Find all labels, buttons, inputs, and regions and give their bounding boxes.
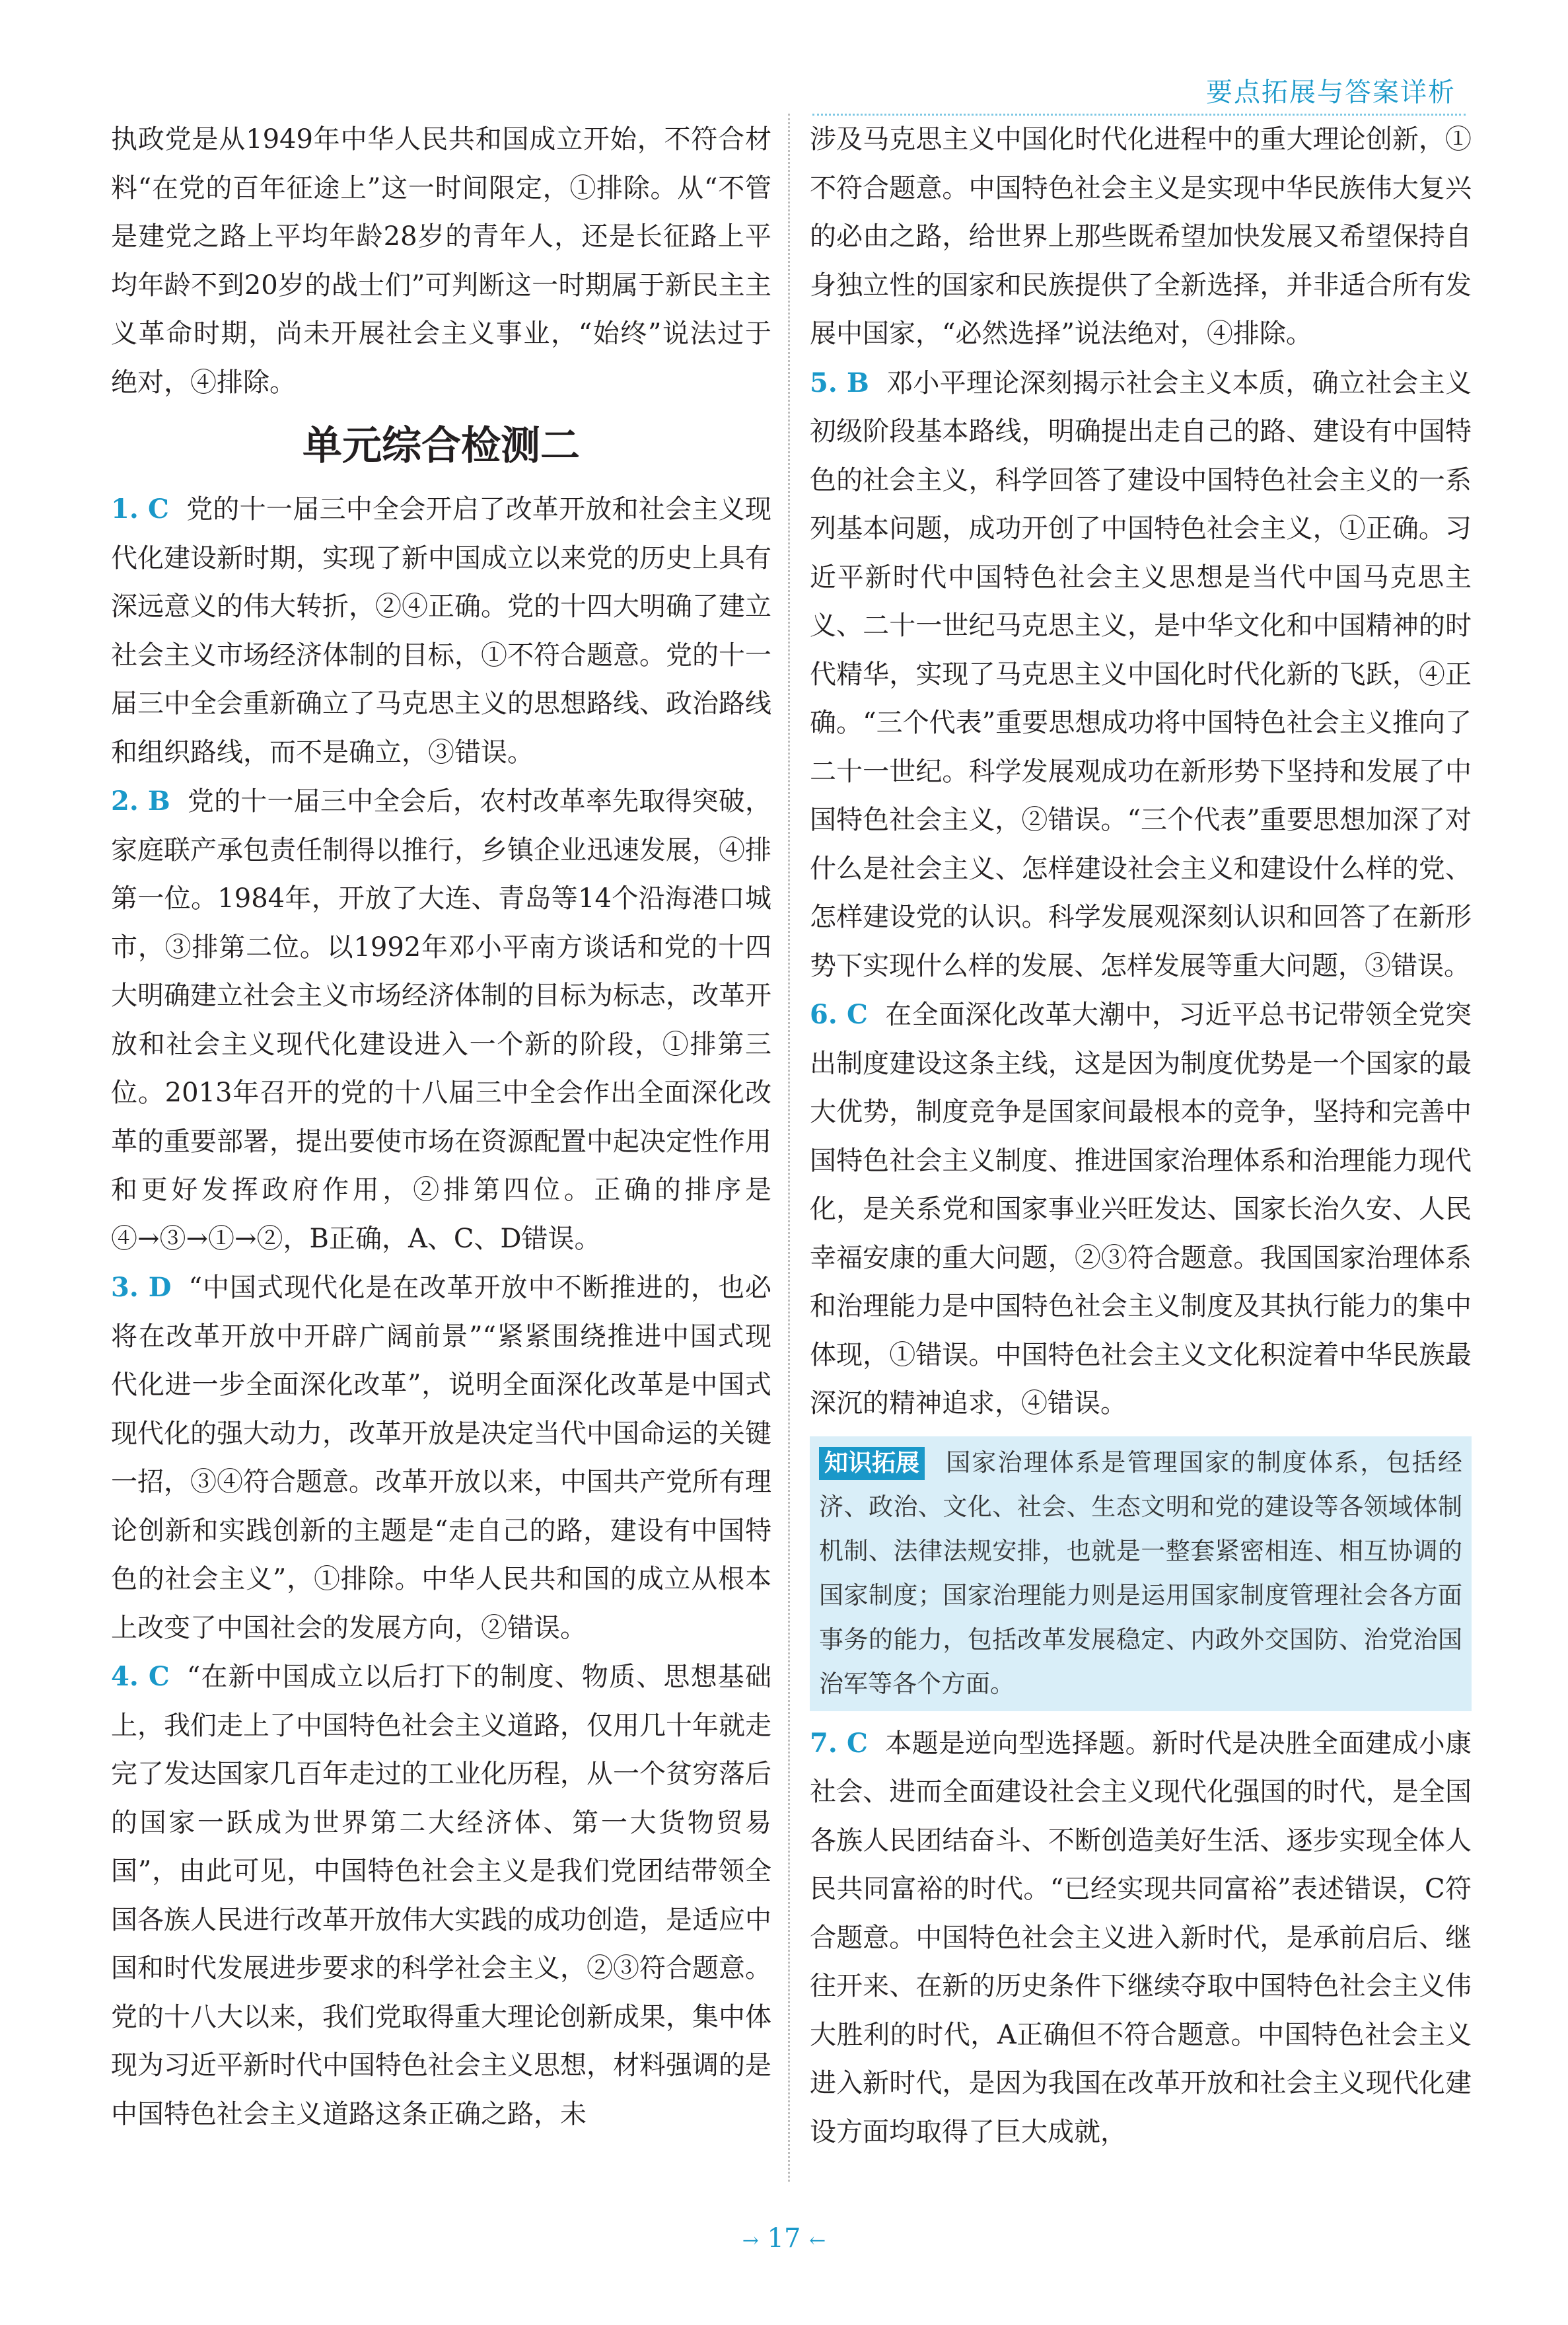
- continuation-paragraph: 涉及马克思主义中国化时代化进程中的重大理论创新，①不符合题意。中国特色社会主义是实现中华民族伟大复兴的必由之路，给世界上那些既希望加快发展又希望保持自身独立性的国家和民族提供了全新选择，并非适合所有发展中国家，“必然选择”说法绝对，④排除。: [810, 124, 1472, 349]
- answer-label: 2. B: [111, 786, 170, 817]
- answer-text: 党的十一届三中全会开启了改革开放和社会主义现代化建设新时期，实现了新中国成立以来党的历史上具有深远意义的伟大转折，②④正确。党的十四大明确了建立社会主义市场经济体制的目标，①不符合题意。党的十一届三中全会重新确立了马克思主义的思想路线、政治路线和组织路线，而不是确立，③错误。: [111, 494, 771, 768]
- answer-text: 党的十一届三中全会后，农村改革率先取得突破，家庭联产承包责任制得以推行，乡镇企业迅速发展，④排第一位。1984年，开放了大连、青岛等14个沿海港口城市，③排第二位。以1992年邓小平南方谈话和党的十四大明确建立社会主义市场经济体制的目标为标志，改革开放和社会主义现代化建设进入一个新的阶段，①排第三位。2013年召开的党的十八届三中全会作出全面深化改革的重要部署，提出要使市场在资源配置中起决定性作用和更好发挥政府作用，②排第四位。正确的排序是④→③→①→②，B正确，A、C、D错误。: [111, 786, 772, 1254]
- answer-text: “中国式现代化是在改革开放中不断推进的，也必将在改革开放中开辟广阔前景”“紧紧围绕推进中国式现代化进一步全面深化改革”，说明全面深化改革是中国式现代化的强大动力，改革开放是决定当代中国命运的关键一招，③④符合题意。改革开放以来，中国共产党所有理论创新和实践创新的主题是“走自己的路，建设有中国特色的社会主义”，①排除。中华人民共和国的成立从根本上改变了中国社会的发展方向，②错误。: [111, 1273, 772, 1643]
- answer-item: [111, 1652, 771, 2139]
- answer-label: 6. C: [810, 999, 868, 1030]
- answer-label: 1. C: [111, 494, 169, 525]
- footer-arrow-right: ←: [809, 2229, 826, 2252]
- answer-item: [111, 1263, 771, 1652]
- answer-item: [810, 359, 1472, 991]
- answer-label: 7. C: [810, 1727, 868, 1759]
- answer-item: [111, 777, 771, 1263]
- knowledge-tag: 知识拓展: [819, 1447, 925, 1480]
- left-column: [111, 116, 771, 2139]
- page-footer: [0, 2223, 1568, 2254]
- answer-item: [111, 485, 771, 777]
- running-header: 要点拓展与答案详析: [1206, 77, 1456, 108]
- intro-paragraph: 执政党是从1949年中华人民共和国成立开始，不符合材料“在党的百年征途上”这一时间限定，①排除。从“不管是建党之路上平均年龄28岁的青年人，还是长征路上平均年龄不到20岁的战士们”可判断这一时期属于新民主主义革命时期，尚未开展社会主义事业，“始终”说法过于绝对，④排除。: [111, 124, 771, 398]
- answer-label: 5. B: [810, 367, 869, 398]
- answer-label: 4. C: [111, 1661, 170, 1692]
- answer-text: 本题是逆向型选择题。新时代是决胜全面建成小康社会、进而全面建设社会主义现代化强国的时代，是全国各族人民团结奋斗、不断创造美好生活、逐步实现全体人民共同富裕的时代。“已经实现共同富裕”表述错误，C符合题意。中国特色社会主义进入新时代，是承前启后、继往开来、在新的历史条件下继续夺取中国特色社会主义伟大胜利的时代，A正确但不符合题意。中国特色社会主义进入新时代，是因为我国在改革开放和社会主义现代化建设方面均取得了巨大成就，: [810, 1728, 1472, 2147]
- answer-item: [810, 1719, 1472, 2157]
- right-column: [810, 116, 1472, 2157]
- answer-item: [810, 990, 1472, 1428]
- page-number: 17: [767, 2223, 801, 2254]
- column-divider: [788, 114, 790, 2182]
- answer-text: 邓小平理论深刻揭示社会主义本质，确立社会主义初级阶段基本路线，明确提出走自己的路、建设有中国特色的社会主义，科学回答了建设中国特色社会主义的一系列基本问题，成功开创了中国特色社会主义，①正确。习近平新时代中国特色社会主义思想是当代中国马克思主义、二十一世纪马克思主义，是中华文化和中国精神的时代精华，实现了马克思主义中国化时代化新的飞跃，④正确。“三个代表”重要思想成功将中国特色社会主义推向了二十一世纪。科学发展观成功在新形势下坚持和发展了中国特色社会主义，②错误。“三个代表”重要思想加深了对什么是社会主义、怎样建设社会主义和建设什么样的党、怎样建设党的认识。科学发展观深刻认识和回答了在新形势下实现什么样的发展、怎样发展等重大问题，③错误。: [810, 367, 1472, 981]
- footer-arrow-left: →: [742, 2229, 759, 2252]
- answer-text: 在全面深化改革大潮中，习近平总书记带领全党突出制度建设这条主线，这是因为制度优势是一个国家的最大优势，制度竞争是国家间最根本的竞争，坚持和完善中国特色社会主义制度、推进国家治理体系和治理能力现代化，是关系党和国家事业兴旺发达、国家长治久安、人民幸福安康的重大问题，②③符合题意。我国国家治理体系和治理能力是中国特色社会主义制度及其执行能力的集中体现，①错误。中国特色社会主义文化积淀着中华民族最深沉的精神追求，④错误。: [810, 1000, 1472, 1419]
- answer-label: 3. D: [111, 1272, 172, 1303]
- section-title: 单元综合检测二: [303, 423, 580, 469]
- knowledge-text: 国家治理体系是管理国家的制度体系，包括经济、政治、文化、社会、生态文明和党的建设等各领域体制机制、法律法规安排，也就是一整套紧密相连、相互协调的国家制度；国家治理能力则是运用国家制度管理社会各方面事务的能力，包括改革发展稳定、内政外交国防、治党治国治军等各个方面。: [819, 1448, 1462, 1698]
- answer-text: “在新中国成立以后打下的制度、物质、思想基础上，我们走上了中国特色社会主义道路，仅用几十年就走完了发达国家几百年走过的工业化历程，从一个贫穷落后的国家一跃成为世界第二大经济体、第一大货物贸易国”，由此可见，中国特色社会主义是我们党团结带领全国各族人民进行改革开放伟大实践的成功创造，是适应中国和时代发展进步要求的科学社会主义，②③符合题意。党的十八大以来，我们党取得重大理论创新成果，集中体现为习近平新时代中国特色社会主义思想，材料强调的是中国特色社会主义道路这条正确之路，未: [111, 1662, 771, 2129]
- knowledge-extension-box: [810, 1436, 1472, 1711]
